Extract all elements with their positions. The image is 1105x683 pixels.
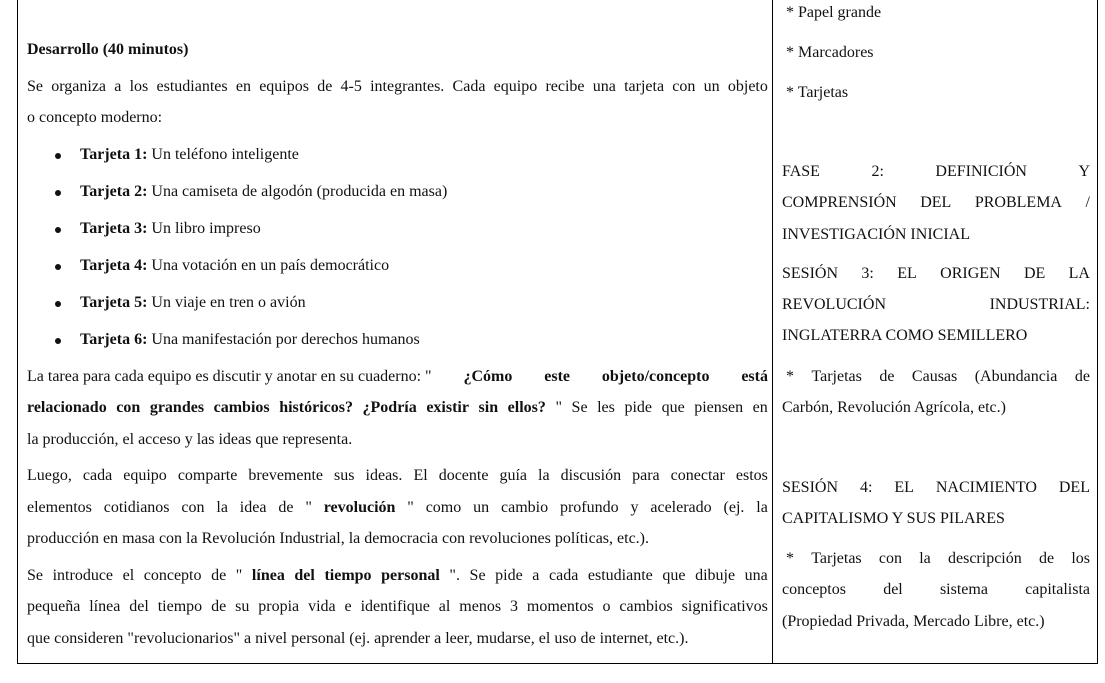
session3-item-line-2: Carbón, Revolución Agrícola, etc.): [782, 399, 1006, 416]
session3-item-line-1: * Tarjetas de Causas (Abundancia de: [786, 368, 1090, 385]
table-right-border: [1097, 0, 1098, 664]
session3-line-1: SESIÓN 3: EL ORIGEN DE LA: [782, 265, 1090, 282]
phase2-line-2: COMPRENSIÓN DEL PROBLEMA /: [782, 194, 1090, 211]
list-item: Tarjeta 2: Una camiseta de algodón (producida en masa): [80, 183, 448, 200]
session4-item-line-2: conceptos del sistema capitalista: [782, 581, 1090, 598]
share-line-3: producción en masa con la Revolución Industrial, la democracia con revoluciones políticas, etc.).: [27, 530, 649, 547]
timeline-line-1: Se introduce el concepto de " línea del tiempo personal ". Se pide a cada estudiante que dibuje una: [27, 567, 768, 584]
list-item: Tarjeta 3: Un libro impreso: [80, 220, 261, 237]
intro-line-1: Se organiza a los estudiantes en equipos de 4-5 integrantes. Cada equipo recibe una tarjeta con un objeto: [27, 78, 768, 95]
session4-line-2: CAPITALISMO Y SUS PILARES: [782, 510, 1005, 527]
session4-item-line-3: (Propiedad Privada, Mercado Libre, etc.): [782, 613, 1045, 630]
share-line-1: Luego, cada equipo comparte brevemente sus ideas. El docente guía la discusión para conectar estos: [27, 467, 768, 484]
material-item: * Papel grande: [786, 4, 882, 21]
session4-line-1: SESIÓN 4: EL NACIMIENTO DEL: [782, 479, 1090, 496]
task-line-1: La tarea para cada equipo es discutir y anotar en su cuaderno: " ¿Cómo este objeto/concepto está: [27, 368, 768, 385]
table-column-divider: [772, 0, 773, 664]
bullet-icon: [55, 227, 61, 233]
table-left-border: [17, 0, 18, 664]
list-item: Tarjeta 5: Un viaje en tren o avión: [80, 294, 306, 311]
timeline-line-2: pequeña línea del tiempo de su propia vida e identifique al menos 3 momentos o cambios significativos: [27, 598, 768, 615]
bullet-icon: [55, 190, 61, 196]
list-item: Tarjeta 4: Una votación en un país democrático: [80, 257, 390, 274]
intro-line-2: o concepto moderno:: [27, 109, 163, 126]
bullet-icon: [55, 153, 61, 159]
bullet-icon: [55, 301, 61, 307]
task-line-3: la producción, el acceso y las ideas que representa.: [27, 431, 353, 448]
task-line-2: relacionado con grandes cambios históricos? ¿Podría existir sin ellos? " Se les pide que piensen en: [27, 399, 768, 416]
phase2-line-3: INVESTIGACIÓN INICIAL: [782, 226, 970, 243]
material-item: * Tarjetas: [786, 84, 849, 101]
timeline-line-3: que consideren "revolucionarios" a nivel personal (ej. aprender a leer, mudarse, el uso de internet, etc.).: [27, 630, 689, 647]
list-item: Tarjeta 1: Un teléfono inteligente: [80, 146, 299, 163]
table-bottom-border: [17, 663, 1098, 664]
session3-line-3: INGLATERRA COMO SEMILLERO: [782, 327, 1028, 344]
bullet-icon: [55, 338, 61, 344]
list-item: Tarjeta 6: Una manifestación por derechos humanos: [80, 331, 420, 348]
session3-line-2: REVOLUCIÓN INDUSTRIAL:: [782, 296, 1090, 313]
material-item: * Marcadores: [786, 44, 874, 61]
share-line-2: elementos cotidianos con la idea de " revolución " como un cambio profundo y acelerado (ej. la: [27, 499, 768, 516]
session4-item-line-1: * Tarjetas con la descripción de los: [786, 550, 1090, 567]
phase2-line-1: FASE 2: DEFINICIÓN Y: [782, 163, 1090, 180]
section-heading: Desarrollo (40 minutos): [27, 41, 189, 58]
bullet-icon: [55, 264, 61, 270]
